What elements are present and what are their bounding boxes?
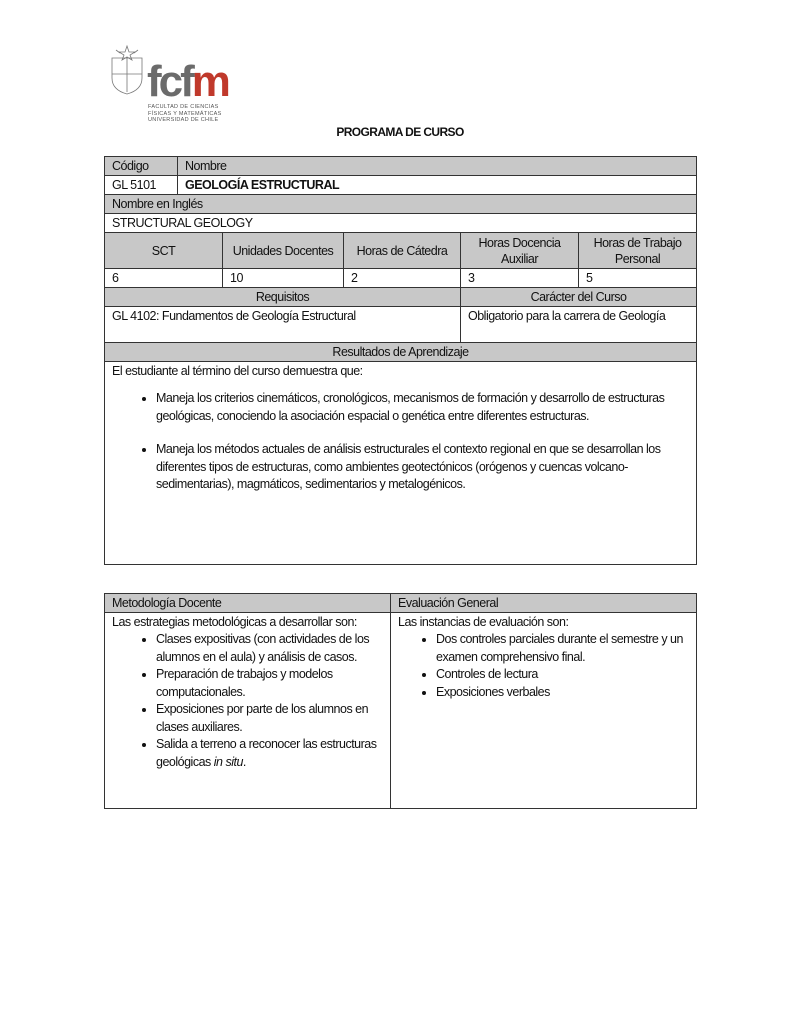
value-auxiliar: 3 (461, 269, 579, 288)
page-title: PROGRAMA DE CURSO (336, 125, 464, 139)
header-personal: Horas de Trabajo Personal (579, 233, 697, 269)
english-name: STRUCTURAL GEOLOGY (105, 214, 697, 233)
header-unidades: Unidades Docentes (223, 233, 344, 269)
results-label: Resultados de Aprendizaje (105, 343, 697, 362)
list-item: • Dos controles parciales durante el semestre y un examen comprehensivo final. (436, 631, 689, 666)
results-list (112, 390, 689, 494)
list-item: • Salida a terreno a reconocer las estructuras geológicas in situ. (156, 736, 383, 771)
methodology-content (105, 613, 391, 809)
results-intro: El estudiante al término del curso demuestra que: (112, 364, 363, 378)
list-item: • Preparación de trabajos y modelos computacionales. (156, 666, 383, 701)
english-name-label: Nombre en Inglés (105, 195, 697, 214)
course-name: GEOLOGÍA ESTRUCTURAL (178, 176, 697, 195)
list-item: • Controles de lectura (436, 666, 689, 684)
methodology-list (112, 631, 383, 771)
course-code: GL 5101 (105, 176, 178, 195)
course-table (104, 156, 697, 565)
methodology-table (104, 593, 697, 809)
logo-subtitle: FACULTAD DE CIENCIAS FÍSICAS Y MATEMÁTICAS UNIVERSIDAD DE CHILE (148, 104, 222, 123)
methodology-label: Metodología Docente (105, 594, 391, 613)
value-catedra: 2 (344, 269, 461, 288)
list-item: • Maneja los criterios cinemáticos, cronológicos, mecanismos de formación y desarrollo de estructuras geológicas, conociendo la asociación espacial o genética entre diferentes estructuras. (156, 390, 689, 425)
evaluation-list (398, 631, 689, 701)
list-item: • Exposiciones verbales (436, 684, 689, 702)
character-value: Obligatorio para la carrera de Geología (461, 307, 697, 343)
evaluation-intro: Las instancias de evaluación son: (398, 615, 569, 629)
list-item: • Clases expositivas (con actividades de los alumnos en el aula) y análisis de casos. (156, 631, 383, 666)
character-label: Carácter del Curso (461, 288, 697, 307)
requisites-value: GL 4102: Fundamentos de Geología Estructural (105, 307, 461, 343)
name-label: Nombre (178, 157, 697, 176)
header-catedra: Horas de Cátedra (344, 233, 461, 269)
value-sct: 6 (105, 269, 223, 288)
code-label: Código (105, 157, 178, 176)
results-content (105, 362, 697, 565)
logo-wordmark: fcfm (147, 57, 228, 106)
list-item: • Maneja los métodos actuales de análisis estructurales el contexto regional en que se desarrollan los diferentes tipos de estructuras, como ambientes geotectónicos (orógenos y cuencas volcano-sedimentarias), magmáticos, sedimentarios y metalogénicos. (156, 441, 689, 494)
evaluation-label: Evaluación General (391, 594, 697, 613)
value-personal: 5 (579, 269, 697, 288)
methodology-intro: Las estrategias metodológicas a desarrollar son: (112, 615, 357, 629)
evaluation-content (391, 613, 697, 809)
value-unidades: 10 (223, 269, 344, 288)
requisites-label: Requisitos (105, 288, 461, 307)
header-sct: SCT (105, 233, 223, 269)
header-auxiliar: Horas Docencia Auxiliar (461, 233, 579, 269)
list-item: • Exposiciones por parte de los alumnos en clases auxiliares. (156, 701, 383, 736)
